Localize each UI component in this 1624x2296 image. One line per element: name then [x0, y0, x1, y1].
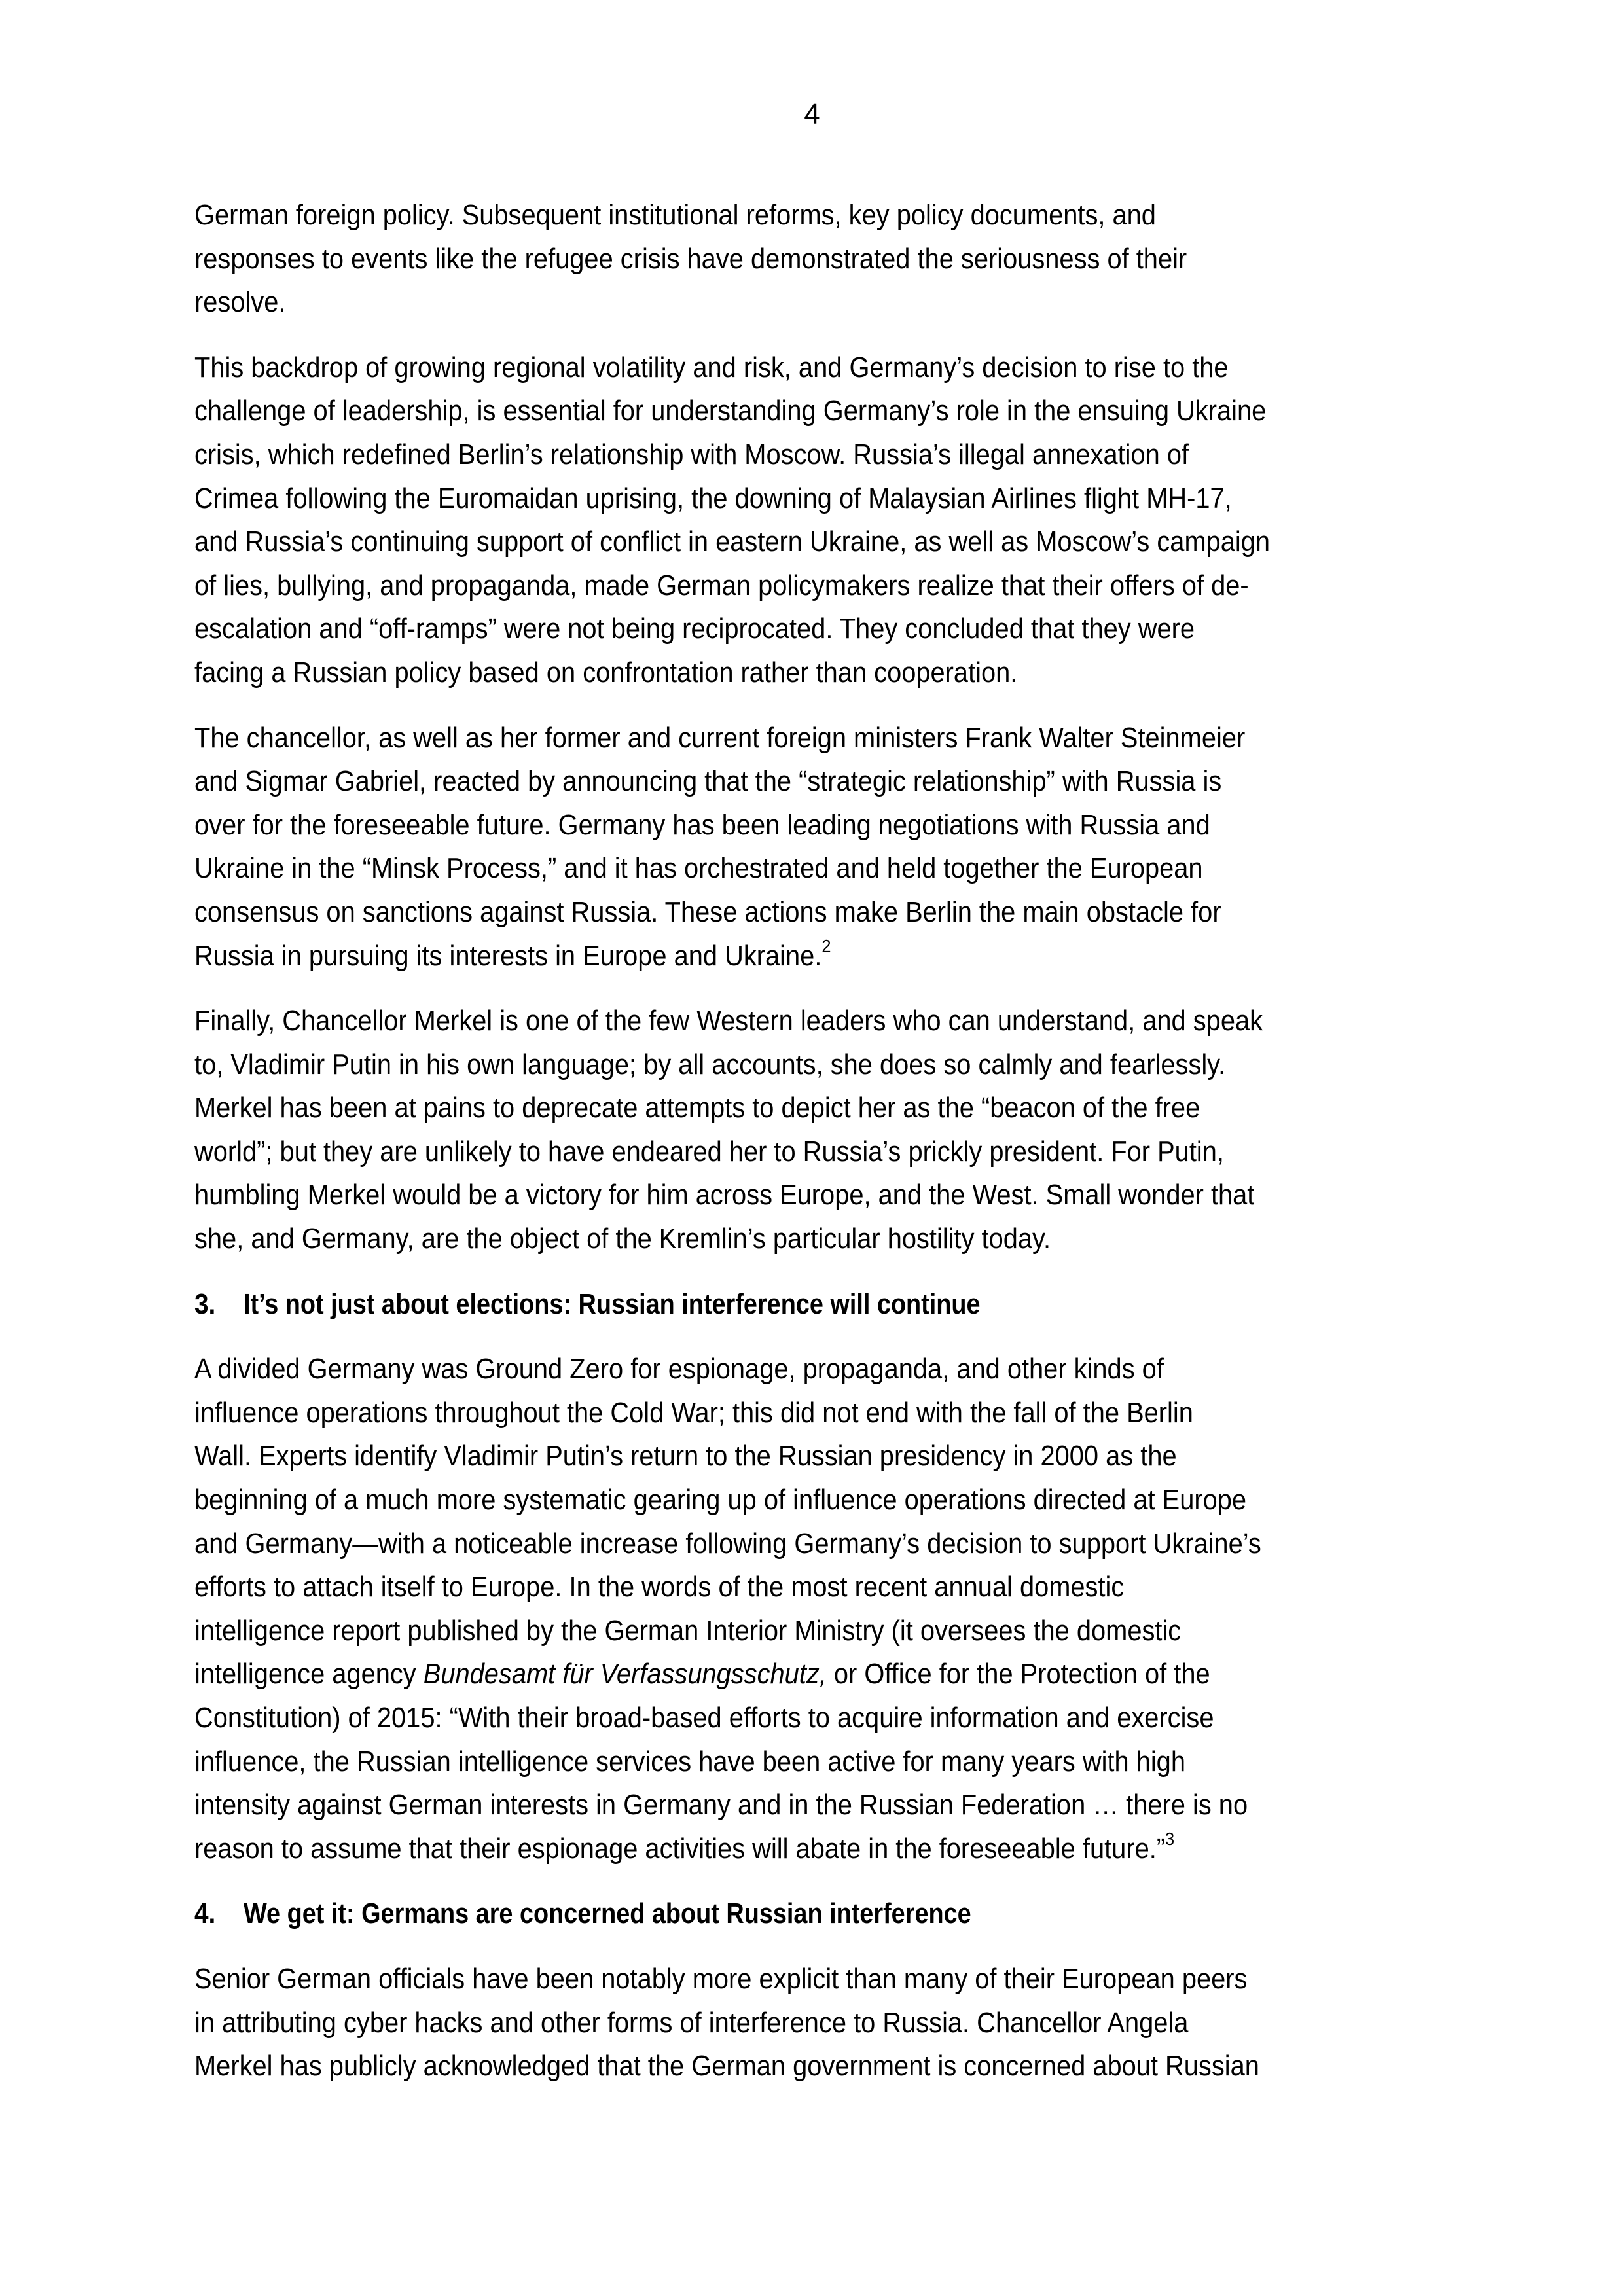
text-line — [194, 433, 1320, 477]
text-line — [194, 760, 1320, 804]
text-run: Merkel has been at pains to deprecate attempts to depict her as the “beacon of the free — [194, 1092, 1200, 1124]
text-run: Merkel has publicly acknowledged that the German government is concerned about Russian — [194, 2050, 1259, 2083]
text-run: challenge of leadership, is essential for understanding Germany’s role in the ensuing Ukraine — [194, 395, 1267, 427]
text-line — [194, 891, 1320, 935]
paragraph — [194, 346, 1438, 695]
footnote-reference[interactable]: 2 — [821, 935, 831, 956]
section-heading — [194, 1892, 1438, 1936]
section-title: It’s not just about elections: Russian interference will continue — [244, 1287, 981, 1320]
text-line — [194, 717, 1320, 761]
text-line — [194, 477, 1320, 521]
text-line — [194, 564, 1320, 608]
text-run: German foreign policy. Subsequent institutional reforms, key policy documents, and — [194, 199, 1156, 231]
text-run: resolve. — [194, 286, 286, 319]
text-run: and Sigmar Gabriel, reacted by announcing that the “strategic relationship” with Russia is — [194, 765, 1222, 798]
paragraph — [194, 717, 1438, 978]
text-line — [194, 1479, 1320, 1522]
text-run: This backdrop of growing regional volatility and risk, and Germany’s decision to rise to the — [194, 351, 1229, 384]
text-run: facing a Russian policy based on confrontation rather than cooperation. — [194, 656, 1018, 689]
text-line — [194, 1435, 1320, 1479]
page-number: 4 — [804, 98, 820, 130]
text-line — [194, 1348, 1320, 1391]
text-run: Crimea following the Euromaidan uprising, the downing of Malaysian Airlines flight MH-17, — [194, 482, 1232, 514]
text-line — [194, 1609, 1320, 1653]
text-line — [194, 1086, 1320, 1130]
text-line — [194, 1566, 1320, 1609]
text-run: beginning of a much more systematic gearing up of influence operations directed at Europe — [194, 1484, 1247, 1516]
paragraph — [194, 194, 1438, 325]
text-line — [194, 1522, 1320, 1566]
text-run: reason to assume that their espionage activities will abate in the foreseeable future.” — [194, 1832, 1166, 1865]
text-run: A divided Germany was Ground Zero for espionage, propaganda, and other kinds of — [194, 1353, 1164, 1386]
text-run: Ukraine in the “Minsk Process,” and it has orchestrated and held together the European — [194, 852, 1203, 885]
text-line — [194, 346, 1320, 390]
text-run: consensus on sanctions against Russia. These actions make Berlin the main obstacle for — [194, 895, 1221, 928]
text-run: The chancellor, as well as her former and current foreign ministers Frank Walter Steinmeier — [194, 721, 1246, 754]
text-run: world”; but they are unlikely to have endeared her to Russia’s prickly president. For Putin, — [194, 1135, 1224, 1168]
text-run: or Office for the Protection of the — [826, 1658, 1210, 1691]
paragraph — [194, 999, 1438, 1261]
italic-text: Bundesamt für Verfassungsschutz, — [423, 1658, 827, 1691]
text-line — [194, 804, 1320, 848]
text-line — [194, 847, 1320, 891]
text-line — [194, 1784, 1320, 1827]
text-line — [194, 1958, 1320, 2001]
text-line — [194, 2045, 1320, 2089]
paragraph — [194, 1348, 1438, 1871]
text-line — [194, 1174, 1320, 1217]
text-run: Wall. Experts identify Vladimir Putin’s return to the Russian presidency in 2000 as the — [194, 1440, 1177, 1473]
text-run: intensity against German interests in Germany and in the Russian Federation … there is no — [194, 1789, 1248, 1821]
text-run: Finally, Chancellor Merkel is one of the few Western leaders who can understand, and speak — [194, 1005, 1263, 1037]
section-heading — [194, 1283, 1438, 1327]
text-line — [194, 2001, 1320, 2045]
text-run: and Germany—with a noticeable increase following Germany’s decision to support Ukraine’s — [194, 1527, 1261, 1560]
section-number: 4. — [194, 1897, 216, 1930]
text-run: escalation and “off-ramps” were not being reciprocated. They concluded that they were — [194, 613, 1195, 645]
text-run: and Russia’s continuing support of conflict in eastern Ukraine, as well as Moscow’s campaign — [194, 526, 1271, 558]
text-run: intelligence agency — [194, 1658, 424, 1691]
text-run: Russia in pursuing its interests in Europe and Ukraine. — [194, 939, 822, 972]
text-run: influence, the Russian intelligence services have been active for many years with high — [194, 1745, 1185, 1778]
text-line — [194, 238, 1320, 281]
text-line — [194, 935, 1320, 978]
text-line — [194, 999, 1320, 1043]
text-line — [194, 1653, 1320, 1696]
document-body — [194, 194, 1438, 2110]
text-line — [194, 281, 1320, 325]
text-line — [194, 1391, 1320, 1435]
text-run: Senior German officials have been notably more explicit than many of their European peers — [194, 1962, 1248, 1995]
text-run: influence operations throughout the Cold War; this did not end with the fall of the Berlin — [194, 1396, 1193, 1429]
paragraph — [194, 1958, 1438, 2089]
text-run: to, Vladimir Putin in his own language; by all accounts, she does so calmly and fearlessly. — [194, 1048, 1226, 1081]
text-line — [194, 1827, 1320, 1871]
text-line — [194, 194, 1320, 238]
text-line — [194, 1130, 1320, 1174]
text-line — [194, 607, 1320, 651]
text-run: efforts to attach itself to Europe. In the words of the most recent annual domestic — [194, 1571, 1125, 1604]
text-line — [194, 1043, 1320, 1087]
text-run: over for the foreseeable future. Germany has been leading negotiations with Russia and — [194, 808, 1210, 841]
text-run: of lies, bullying, and propaganda, made German policymakers realize that their offers of de- — [194, 569, 1249, 601]
footnote-reference[interactable]: 3 — [1165, 1829, 1175, 1850]
section-title: We get it: Germans are concerned about Russian interference — [244, 1897, 971, 1930]
text-run: humbling Merkel would be a victory for him across Europe, and the West. Small wonder that — [194, 1179, 1255, 1211]
text-run: she, and Germany, are the object of the Kremlin’s particular hostility today. — [194, 1223, 1051, 1255]
text-run: intelligence report published by the German Interior Ministry (it oversees the domestic — [194, 1614, 1182, 1647]
section-number: 3. — [194, 1287, 216, 1320]
text-line — [194, 520, 1320, 564]
text-line — [194, 1740, 1320, 1784]
text-line — [194, 651, 1320, 695]
text-run: crisis, which redefined Berlin’s relationship with Moscow. Russia’s illegal annexation of — [194, 438, 1189, 471]
text-line — [194, 389, 1320, 433]
text-line — [194, 1696, 1320, 1740]
text-run: Constitution) of 2015: “With their broad-based efforts to acquire information and exercise — [194, 1702, 1214, 1734]
text-run: responses to events like the refugee crisis have demonstrated the seriousness of their — [194, 242, 1187, 275]
text-line — [194, 1217, 1320, 1261]
text-run: in attributing cyber hacks and other forms of interference to Russia. Chancellor Angela — [194, 2006, 1189, 2039]
